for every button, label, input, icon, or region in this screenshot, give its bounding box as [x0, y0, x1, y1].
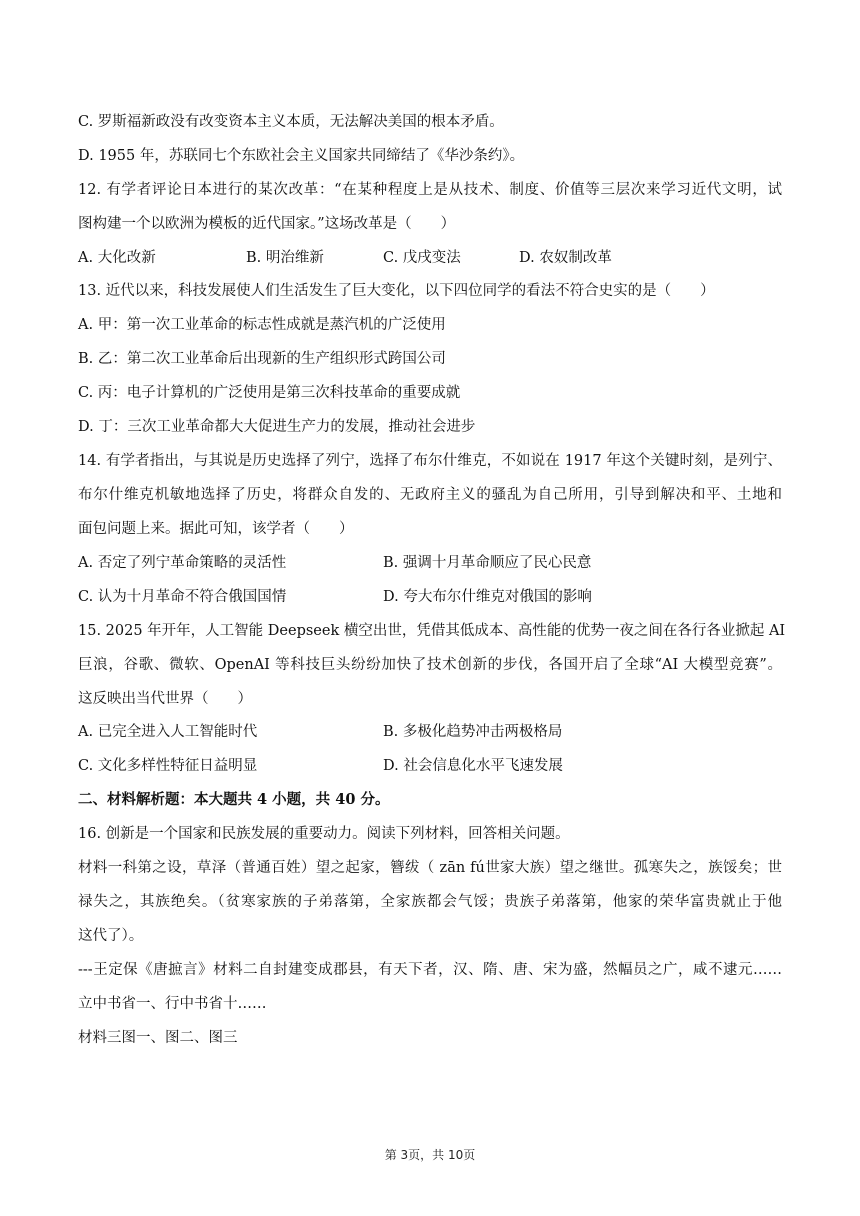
- question-15-option-b: B. 多极化趋势冲击两极格局: [383, 724, 563, 740]
- material-1-line3: 这代了）。: [78, 928, 144, 944]
- question-12-option-c: C. 戊戌变法: [383, 250, 461, 266]
- question-14-option-b: B. 强调十月革命顺应了民心民意: [383, 555, 592, 571]
- page-footer: 第 3页，共 10页: [384, 1148, 476, 1162]
- question-13-option-a: A. 甲：第一次工业革命的标志性成就是蒸汽机的广泛使用: [78, 317, 446, 333]
- question-12-option-d: D. 农奴制改革: [519, 250, 612, 266]
- question-15-option-c: C. 文化多样性特征日益明显: [78, 758, 258, 774]
- question-12-stem-line2: 图构建一个以欧洲为模板的近代国家。”这场改革是（ ）: [78, 216, 456, 232]
- question-13-option-c: C. 丙：电子计算机的广泛使用是第三次科技革命的重要成就: [78, 385, 461, 401]
- question-14-option-c: C. 认为十月革命不符合俄国国情: [78, 589, 287, 605]
- question-15-option-a: A. 已完全进入人工智能时代: [78, 724, 258, 740]
- material-2-line1: ---王定保《唐摭言》材料二自封建变成郡县，有天下者，汉、隋、唐、宋为盛，然幅员之广，咸不逮元……: [78, 962, 782, 978]
- question-13-option-d: D. 丁：三次工业革命都大大促进生产力的发展，推动社会进步: [78, 419, 476, 435]
- question-12-option-a: A. 大化改新: [78, 250, 156, 266]
- question-14-stem-line1: 14. 有学者指出，与其说是历史选择了列宁，选择了布尔什维克，不如说在 1917 年这个关键时刻，是列宁、: [78, 453, 782, 469]
- question-16-stem: 16. 创新是一个国家和民族发展的重要动力。阅读下列材料，回答相关问题。: [78, 826, 570, 842]
- question-15-stem-line2: 巨浪，谷歌、微软、OpenAI 等科技巨头纷纷加快了技术创新的步伐，各国开启了全球“AI 大模型竞赛”。: [78, 657, 782, 673]
- question-15-stem-line1: 15. 2025 年开年，人工智能 Deepseek 横空出世，凭借其低成本、高性能的优势一夜之间在各行各业掀起 AI: [78, 623, 786, 639]
- question-13-option-b: B. 乙：第二次工业革命后出现新的生产组织形式跨国公司: [78, 351, 446, 367]
- material-1-line1: 材料一科第之设，草泽（普通百姓）望之起家，簪绂（ zān fú世家大族）望之继世。孤寒失之，族馁矣；世: [78, 860, 782, 876]
- section-heading: 二、材料解析题：本大题共 4 小题，共 40 分。: [78, 791, 390, 808]
- option-d-text: D. 1955 年，苏联同七个东欧社会主义国家共同缔结了《华沙条约》。: [78, 148, 525, 164]
- option-c-text: C. 罗斯福新政没有改变资本主义本质，无法解决美国的根本矛盾。: [78, 114, 504, 130]
- question-13-stem: 13. 近代以来，科技发展使人们生活发生了巨大变化，以下四位同学的看法不符合史实的是（ ）: [78, 283, 715, 299]
- question-14-stem-line2: 布尔什维克机敏地选择了历史，将群众自发的、无政府主义的骚乱为自己所用，引导到解决和平、土地和: [78, 487, 782, 503]
- question-14-option-d: D. 夸大布尔什维克对俄国的影响: [383, 589, 592, 605]
- material-1-line2: 禄失之，其族绝矣。（贫寒家族的子弟落第，全家族都会气馁；贵族子弟落第，他家的荣华富贵就止于他: [78, 894, 782, 910]
- question-15-option-d: D. 社会信息化水平飞速发展: [383, 758, 563, 774]
- question-15-stem-line3: 这反映出当代世界（ ）: [78, 691, 252, 707]
- question-14-stem-line3: 面包问题上来。据此可知，该学者（ ）: [78, 521, 354, 537]
- material-3-line: 材料三图一、图二、图三: [78, 1030, 238, 1046]
- question-12-stem-line1: 12. 有学者评论日本进行的某次改革：“在某种程度上是从技术、制度、价值等三层次来学习近代文明，试: [78, 182, 782, 198]
- question-14-option-a: A. 否定了列宁革命策略的灵活性: [78, 555, 287, 571]
- material-2-line2: 立中书省一、行中书省十……: [78, 996, 267, 1012]
- question-12-option-b: B. 明治维新: [246, 250, 324, 266]
